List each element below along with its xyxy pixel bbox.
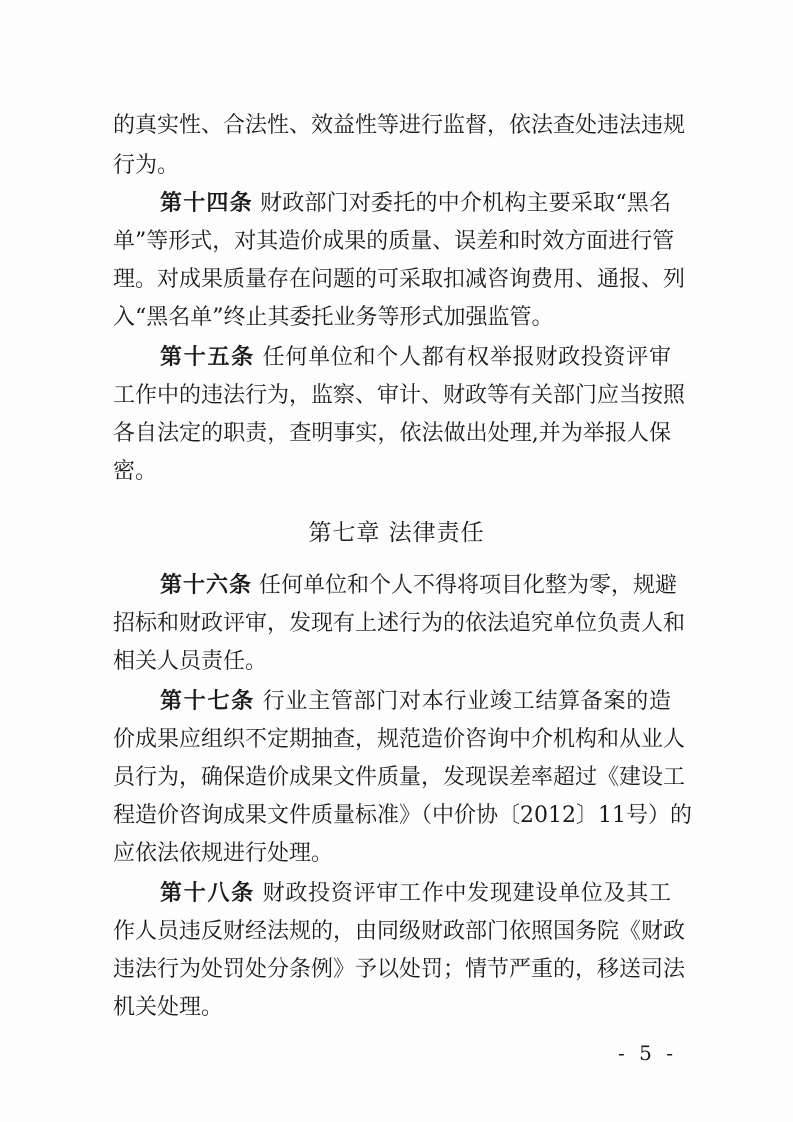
article-text: 财政部门对委托的中介机构主要采取“黑名 [260, 191, 671, 216]
paragraph-line: 相关人员责任。 [113, 649, 268, 674]
chapter-title: 第七章 法律责任 [308, 520, 485, 546]
article-14-line [160, 190, 671, 218]
article-number: 第十五条 [160, 345, 255, 370]
paragraph-line: 工作中的违法行为，监察、审计、财政等有关部门应当按照 [113, 383, 686, 408]
paragraph-line: 程造价咨询成果文件质量标准》（中价协〔2012〕11号）的 [113, 803, 692, 828]
paragraph-line: 员行为，确保造价成果文件质量，发现误差率超过《建设工 [113, 765, 686, 790]
article-text: 任何单位和个人不得将项目化整为零，规避 [259, 573, 678, 598]
page-number: - 5 - [618, 1041, 677, 1065]
paragraph-line: 入“黑名单”终止其委托业务等形式加强监管。 [113, 305, 554, 330]
article-number: 第十七条 [160, 689, 255, 714]
paragraph-line: 单”等形式，对其造价成果的质量、误差和时效方面进行管 [113, 229, 675, 254]
paragraph-line: 价成果应组织不定期抽查，规范造价咨询中介机构和从业人 [113, 727, 686, 752]
paragraph-line: 的真实性、合法性、效益性等进行监督，依法查处违法违规 [113, 113, 686, 138]
article-15-line [160, 344, 671, 372]
article-number: 第十六条 [160, 573, 253, 598]
paragraph-line: 作人员违反财经法规的，由同级财政部门依照国务院《财政 [113, 919, 686, 944]
article-16-line [160, 572, 678, 600]
paragraph-line: 应依法依规进行处理。 [113, 841, 334, 866]
article-18-line [160, 880, 671, 908]
paragraph-line: 各自法定的职责，查明事实，依法做出处理,并为举报人保 [113, 421, 671, 446]
article-number: 第十四条 [160, 191, 253, 216]
paragraph-line: 密。 [113, 459, 158, 484]
paragraph-line: 违法行为处罚处分条例》予以处罚；情节严重的，移送司法 [113, 957, 686, 982]
article-17-line [160, 688, 671, 716]
paragraph-line: 行为。 [113, 153, 180, 178]
article-text: 财政投资评审工作中发现建设单位及其工 [262, 881, 671, 906]
article-number: 第十八条 [160, 881, 255, 906]
paragraph-line: 招标和财政评审，发现有上述行为的依法追究单位负责人和 [113, 611, 686, 636]
paragraph-line: 机关处理。 [113, 995, 224, 1020]
paragraph-line: 理。对成果质量存在问题的可采取扣减咨询费用、通报、列 [113, 267, 686, 292]
article-text: 任何单位和个人都有权举报财政投资评审 [262, 345, 671, 370]
article-text: 行业主管部门对本行业竣工结算备案的造 [262, 689, 671, 714]
